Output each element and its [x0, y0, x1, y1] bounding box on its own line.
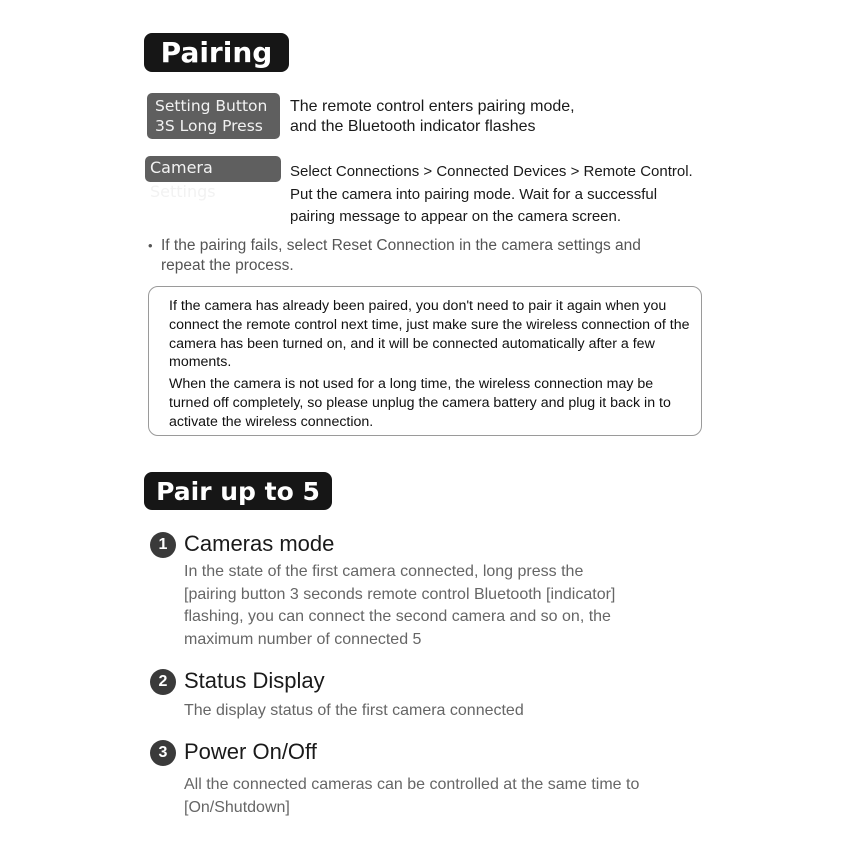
step-1-title: Cameras mode: [184, 531, 335, 556]
setting-button-tag: [147, 93, 280, 139]
step-1-line: flashing, you can connect the second camera and so on, the: [184, 608, 611, 625]
setting-button-tag-line2: 3S Long Press: [155, 117, 263, 135]
step-2-title: Status Display: [184, 668, 325, 693]
camera-desc-line2: Put the camera into pairing mode. Wait for a successful: [290, 185, 658, 203]
step-1-line: In the state of the first camera connected, long press the: [184, 563, 584, 580]
camera-desc-line3: pairing message to appear on the camera screen.: [290, 208, 622, 225]
pair-up-heading: Pair up to 5: [144, 472, 332, 510]
info-paragraph-1: If the camera has already been paired, you don't need to pair it again when you connect the remote control next time, just make sure the wireless connection of the camera has been turned on, and it will be connected automatically after a few moments.: [169, 298, 690, 371]
info-paragraph-2: When the camera is not used for a long time, the wireless connection may be turned off completely, so please unplug the camera battery and plug it back in to activate the wireless connection.: [169, 376, 671, 430]
camera-settings-description: [290, 161, 693, 229]
note-line2: repeat the process.: [161, 256, 294, 274]
setting-button-tag-line1: Setting Button: [155, 97, 268, 115]
step-1-line: maximum number of connected 5: [184, 630, 422, 648]
step-1-description: [184, 561, 615, 651]
pairing-fail-note: [148, 236, 641, 275]
step-3-title: Power On/Off: [184, 739, 317, 764]
pairing-heading: Pairing: [144, 33, 289, 72]
setting-button-description: [290, 97, 575, 137]
step-3-line: All the connected cameras can be controlled at the same time to: [184, 776, 640, 793]
camera-desc-line1: Select Connections > Connected Devices > Remote Control.: [290, 163, 693, 180]
note-line1: If the pairing fails, select Reset Connection in the camera settings and: [161, 237, 641, 254]
setting-desc-line2: and the Bluetooth indicator flashes: [290, 118, 536, 135]
info-box: [148, 286, 702, 436]
step-3-line: [On/Shutdown]: [184, 798, 290, 816]
setting-desc-line1: The remote control enters pairing mode,: [290, 98, 575, 115]
step-1-line: [pairing button 3 seconds remote control Bluetooth [indicator]: [184, 585, 616, 603]
bullet-icon: •: [148, 238, 153, 253]
step-3-description: [184, 774, 639, 819]
step-2-number-icon: 2: [150, 669, 176, 695]
step-1-number-icon: 1: [150, 532, 176, 558]
step-2-description: [184, 700, 524, 723]
camera-settings-tag: Camera Settings: [145, 156, 281, 182]
step-2-line: The display status of the first camera connected: [184, 702, 524, 719]
step-3-number-icon: 3: [150, 740, 176, 766]
